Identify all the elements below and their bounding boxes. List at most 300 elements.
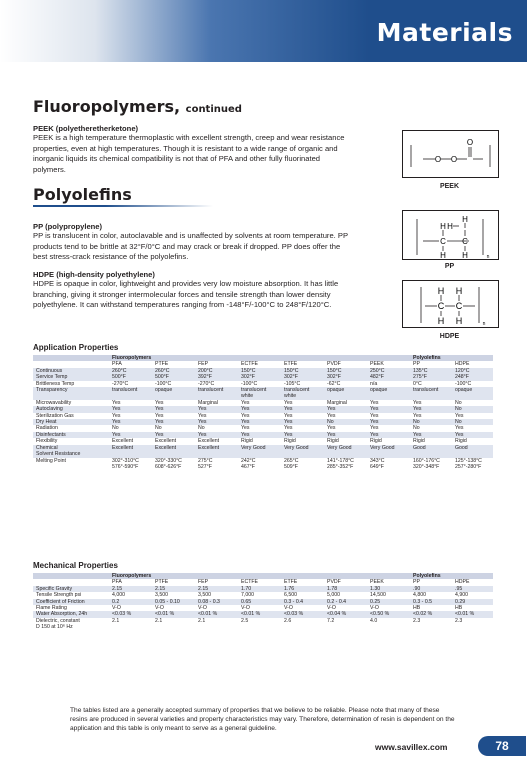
- cell-line: Yes: [241, 406, 250, 413]
- cell-line: 2.3: [455, 617, 463, 624]
- table-row: [33, 458, 493, 471]
- cell-line: 200°C: [198, 367, 213, 374]
- pp-line: products tend to be brittle at 32°F/0°C and may crack or break if dropped. PP does offer the: [33, 241, 341, 251]
- cell-line: Yes: [155, 419, 164, 426]
- cell-line: 120°C: [455, 367, 470, 374]
- row-label-line: Coefficient of Friction: [36, 598, 85, 605]
- table-cell: [196, 387, 239, 400]
- cell-line: V-O: [155, 605, 164, 612]
- cell-line: Yes: [155, 399, 164, 406]
- cell-line: .95: [455, 585, 463, 592]
- pp-carbon: C: [462, 237, 468, 246]
- table-row: [33, 368, 493, 381]
- table-cell: [411, 618, 453, 631]
- cell-line: Yes: [112, 419, 121, 426]
- hdpe-caption: HDPE: [439, 333, 460, 340]
- cell-line: Rigid: [241, 438, 253, 445]
- column-header: PTFE: [153, 579, 196, 585]
- column-header: PVDF: [325, 579, 368, 585]
- row-label-line: Radiation: [36, 425, 58, 432]
- cell-line: 2.15: [198, 585, 209, 592]
- cell-line: 320°-330°C: [155, 457, 182, 464]
- cell-line: .90: [413, 585, 421, 592]
- table-cell: [368, 387, 411, 400]
- cell-line: 2.3: [413, 617, 421, 624]
- hdpe-hydrogen: H: [437, 286, 445, 296]
- cell-line: Excellent: [198, 438, 220, 445]
- cell-line: Yes: [198, 406, 207, 413]
- cell-line: n/a: [370, 380, 378, 387]
- cell-line: 302°F: [241, 374, 255, 381]
- pp-repeat-n: n: [486, 254, 490, 259]
- cell-line: 257°-280°F: [455, 463, 482, 470]
- cell-line: <0.01 %: [455, 611, 475, 618]
- cell-line: Rigid: [327, 438, 339, 445]
- cell-line: V-O: [112, 605, 121, 612]
- peek-oxygen-3: O: [466, 138, 474, 147]
- website-url[interactable]: www.savillex.com: [375, 742, 448, 752]
- cell-line: 5,000: [327, 592, 340, 599]
- footer-line: The tables listed are a generally accepted summary of properties that we believe to be reliable. Please note that many of these: [70, 707, 440, 714]
- cell-line: 392°F: [198, 374, 212, 381]
- cell-line: translucent: [284, 387, 310, 394]
- cell-line: Yes: [327, 425, 336, 432]
- cell-line: translucent: [413, 387, 439, 394]
- cell-line: Yes: [284, 425, 293, 432]
- table-row: [33, 387, 493, 400]
- mechanical-properties-table: [33, 573, 493, 631]
- cell-line: 0.3 - 0.5: [413, 598, 433, 605]
- row-label-line: Water Absorption, 24h: [36, 611, 88, 618]
- table-cell: [453, 618, 493, 631]
- cell-line: No: [413, 425, 420, 432]
- cell-line: <0.01 %: [241, 611, 261, 618]
- cell-line: opaque: [370, 387, 388, 394]
- row-label-line: Sterilization Gas: [36, 412, 74, 419]
- cell-line: 0°C: [413, 380, 422, 387]
- pp-structure-svg: [403, 211, 498, 259]
- cell-line: -100°C: [455, 380, 472, 387]
- peek-oxygen-2: O: [450, 155, 458, 164]
- peek-line: polymers.: [33, 164, 66, 174]
- cell-line: 6,500: [284, 592, 297, 599]
- row-label-line: Chemical: [36, 444, 58, 451]
- cell-line: No: [455, 406, 462, 413]
- group-header-fluoropolymers: Fluoropolymers: [110, 355, 411, 361]
- cell-line: Yes: [112, 399, 121, 406]
- cell-line: 482°F: [370, 374, 384, 381]
- cell-line: Yes: [370, 399, 379, 406]
- cell-line: 150°C: [241, 367, 256, 374]
- row-label-line: Microwavability: [36, 399, 72, 406]
- cell-line: 150°C: [284, 367, 299, 374]
- cell-line: 320°-348°F: [413, 463, 440, 470]
- cell-line: V-O: [198, 605, 207, 612]
- cell-line: <0.02 %: [413, 611, 433, 618]
- cell-line: 509°F: [284, 463, 298, 470]
- cell-line: Very Good: [241, 444, 266, 451]
- cell-line: 0.3 - 0.4: [284, 598, 304, 605]
- table-cell: [411, 387, 453, 400]
- cell-line: -100°C: [241, 380, 258, 387]
- cell-line: Yes: [370, 406, 379, 413]
- table-cell: [411, 445, 453, 458]
- cell-line: 1.78: [327, 585, 338, 592]
- cell-line: V-O: [327, 605, 336, 612]
- row-label: [33, 458, 110, 471]
- cell-line: No: [413, 419, 420, 426]
- peek-line: PEEK is a high temperature thermoplastic with excellent strength, creep and wear resistance: [33, 133, 345, 142]
- cell-line: No: [155, 425, 162, 432]
- table-cell: [368, 368, 411, 381]
- cell-line: Yes: [455, 425, 464, 432]
- row-label-line: Solvent Resistance: [36, 451, 81, 458]
- column-header: FEP: [196, 579, 239, 585]
- cell-line: <0.03 %: [112, 611, 132, 618]
- table-cell: [239, 368, 282, 381]
- pp-hydrogen: H: [440, 251, 446, 259]
- cell-line: 7.2: [327, 617, 335, 624]
- table-row: [33, 618, 493, 631]
- cell-line: Yes: [284, 431, 293, 438]
- cell-line: V-O: [284, 605, 293, 612]
- row-label-line: Flexibility: [36, 438, 58, 445]
- application-properties-table: [33, 355, 493, 470]
- cell-line: 150°C: [327, 367, 342, 374]
- table-cell: [453, 387, 493, 400]
- pp-structure-diagram: [402, 210, 499, 260]
- group-header-polyolefins: Polyolefins: [411, 355, 493, 361]
- table-cell: [110, 445, 153, 458]
- pp-hydrogen: H: [462, 215, 468, 224]
- pp-carbon: C: [440, 237, 446, 246]
- pp-subheading: PP (polypropylene): [33, 222, 103, 231]
- cell-line: opaque: [455, 387, 473, 394]
- cell-line: opaque: [155, 387, 173, 394]
- cell-line: 1.30: [370, 585, 381, 592]
- table-cell: [196, 618, 239, 631]
- cell-line: 3,500: [198, 592, 211, 599]
- cell-line: Yes: [241, 412, 250, 419]
- cell-line: 7,000: [241, 592, 254, 599]
- cell-line: 14,500: [370, 592, 386, 599]
- row-label: [33, 445, 110, 458]
- cell-line: Rigid: [455, 438, 467, 445]
- cell-line: 275°F: [413, 374, 427, 381]
- row-label: [33, 368, 110, 381]
- peek-line: properties, even at high temperatures. Though it is resistant to a wide range of organic and: [33, 143, 338, 153]
- cell-line: 0.2: [112, 598, 120, 605]
- table-cell: [453, 368, 493, 381]
- table-cell: [153, 368, 196, 381]
- cell-line: 135°C: [413, 367, 428, 374]
- cell-line: 2.5: [241, 617, 249, 624]
- cell-line: Yes: [370, 412, 379, 419]
- row-label: [33, 387, 110, 400]
- cell-line: 0.25: [370, 598, 381, 605]
- footer-note: [70, 706, 510, 734]
- cell-line: 0.2 - 0.4: [327, 598, 347, 605]
- peek-structure-svg: [403, 131, 498, 177]
- cell-line: 302°-310°C: [112, 457, 139, 464]
- hdpe-line: branching, giving it stronger intermolecular forces and tensile strength than lower density: [33, 289, 331, 299]
- table-cell: [325, 458, 368, 471]
- cell-line: Rigid: [370, 438, 382, 445]
- cell-line: white: [241, 393, 254, 400]
- cell-line: 4,800: [413, 592, 426, 599]
- row-label-line: Disinfectants: [36, 431, 66, 438]
- hdpe-structure-svg: [403, 281, 498, 327]
- group-header-polyolefins: Polyolefins: [411, 573, 493, 579]
- table-cell: [282, 445, 325, 458]
- cell-line: HB: [455, 605, 463, 612]
- table-cell: [153, 445, 196, 458]
- pp-hydrogen: H: [447, 222, 453, 231]
- cell-line: No: [455, 419, 462, 426]
- cell-line: 141°-178°C: [327, 457, 354, 464]
- cell-line: Yes: [413, 412, 422, 419]
- cell-line: Yes: [241, 431, 250, 438]
- cell-line: translucent: [241, 387, 267, 394]
- table-cell: [239, 445, 282, 458]
- header-banner: [0, 0, 527, 62]
- cell-line: 467°F: [241, 463, 255, 470]
- cell-line: Excellent: [112, 438, 134, 445]
- peek-oxygen-1: O: [434, 155, 442, 164]
- pp-caption: PP: [444, 263, 455, 270]
- table-cell: [110, 618, 153, 631]
- cell-line: Yes: [370, 431, 379, 438]
- column-header: PP: [411, 361, 453, 367]
- cell-line: 260°C: [112, 367, 127, 374]
- cell-line: -105°C: [284, 380, 301, 387]
- hdpe-description: [33, 279, 398, 311]
- footer-line: resins are produced in several varieties and property characteristics may vary. Therefore, determination of resin is dependent on the: [70, 716, 455, 724]
- cell-line: Marginal: [198, 399, 218, 406]
- cell-line: V-O: [370, 605, 379, 612]
- table-cell: [239, 387, 282, 400]
- cell-line: 1.70: [241, 585, 252, 592]
- fluoropolymers-heading: [33, 97, 242, 116]
- cell-line: translucent: [198, 387, 224, 394]
- column-header: HDPE: [453, 361, 493, 367]
- cell-line: <0.03 %: [284, 611, 304, 618]
- cell-line: -270°C: [112, 380, 129, 387]
- cell-line: <0.04 %: [327, 611, 347, 618]
- hdpe-line: polyethylene. It can withstand temperatures ranging from -148°F/-100°C to 248°F/120°C.: [33, 300, 332, 309]
- table-cell: [282, 368, 325, 381]
- cell-line: 4.0: [370, 617, 378, 624]
- cell-line: 608°-626°F: [155, 463, 182, 470]
- cell-line: Excellent: [198, 444, 220, 451]
- cell-line: 0.08 - 0.3: [198, 598, 220, 605]
- cell-line: Yes: [112, 431, 121, 438]
- cell-line: Rigid: [413, 438, 425, 445]
- hdpe-hydrogen: H: [437, 316, 445, 326]
- cell-line: Yes: [241, 419, 250, 426]
- cell-line: Yes: [112, 412, 121, 419]
- cell-line: Yes: [327, 406, 336, 413]
- cell-line: 302°F: [284, 374, 298, 381]
- cell-line: No: [327, 419, 334, 426]
- table-cell: [239, 618, 282, 631]
- cell-line: translucent: [112, 387, 138, 394]
- hdpe-structure-diagram: [402, 280, 499, 328]
- cell-line: Yes: [455, 412, 464, 419]
- peek-description: [33, 133, 398, 175]
- cell-line: No: [198, 425, 205, 432]
- column-header: ETFE: [282, 579, 325, 585]
- cell-line: Yes: [155, 431, 164, 438]
- row-label-line: Brittleness Temp: [36, 380, 75, 387]
- cell-line: Good: [413, 444, 426, 451]
- cell-line: Rigid: [284, 438, 296, 445]
- cell-line: Yes: [284, 412, 293, 419]
- cell-line: 2.1: [198, 617, 206, 624]
- column-header: PEEK: [368, 361, 411, 367]
- table-cell: [411, 368, 453, 381]
- table-cell: [110, 368, 153, 381]
- table-cell: [325, 618, 368, 631]
- cell-line: 265°C: [284, 457, 299, 464]
- cell-line: 2.6: [284, 617, 292, 624]
- table-cell: [196, 458, 239, 471]
- row-label-line: Transparency: [36, 387, 68, 394]
- cell-line: Yes: [455, 431, 464, 438]
- table-cell: [453, 458, 493, 471]
- peek-subheading: PEEK (polyetheretherketone): [33, 124, 139, 133]
- cell-line: Yes: [198, 419, 207, 426]
- cell-line: Excellent: [155, 438, 177, 445]
- page-number: 78: [478, 736, 526, 756]
- cell-line: Yes: [370, 419, 379, 426]
- column-header: PVDF: [325, 361, 368, 367]
- cell-line: Yes: [370, 425, 379, 432]
- cell-line: Yes: [155, 406, 164, 413]
- cell-line: 649°F: [370, 463, 384, 470]
- column-header: PFA: [110, 579, 153, 585]
- cell-line: <0.50 %: [370, 611, 390, 618]
- cell-line: white: [284, 393, 297, 400]
- cell-line: 2.15: [112, 585, 123, 592]
- cell-line: -270°C: [198, 380, 215, 387]
- row-label-line: Melting Point: [36, 457, 66, 464]
- table-cell: [110, 387, 153, 400]
- column-header: HDPE: [453, 579, 493, 585]
- cell-line: HB: [413, 605, 421, 612]
- cell-line: 275°C: [198, 457, 213, 464]
- cell-line: 2.15: [155, 585, 166, 592]
- cell-line: 4,000: [112, 592, 125, 599]
- mechanical-properties-title: Mechanical Properties: [33, 561, 118, 570]
- cell-line: Yes: [327, 412, 336, 419]
- cell-line: Yes: [155, 412, 164, 419]
- hdpe-subheading: HDPE (high-density polyethylene): [33, 270, 155, 279]
- cell-line: Very Good: [284, 444, 309, 451]
- hdpe-hydrogen: H: [455, 316, 463, 326]
- cell-line: 285°-352°F: [327, 463, 354, 470]
- group-header-fluoropolymers: Fluoropolymers: [110, 573, 411, 579]
- table-cell: [282, 387, 325, 400]
- column-header: PTFE: [153, 361, 196, 367]
- cell-line: <0.01 %: [155, 611, 175, 618]
- cell-line: 1.76: [284, 585, 295, 592]
- cell-line: Yes: [198, 431, 207, 438]
- cell-line: 160°-176°C: [413, 457, 440, 464]
- hdpe-carbon: C: [437, 301, 445, 311]
- cell-line: Very Good: [370, 444, 395, 451]
- cell-line: 500°F: [155, 374, 169, 381]
- column-header: ECTFE: [239, 361, 282, 367]
- application-properties-title: Application Properties: [33, 343, 119, 352]
- cell-line: 260°C: [155, 367, 170, 374]
- cell-line: 4,900: [455, 592, 468, 599]
- cell-line: 0.29: [455, 598, 466, 605]
- cell-line: 2.1: [155, 617, 163, 624]
- cell-line: 0.65: [241, 598, 252, 605]
- table-cell: [368, 618, 411, 631]
- cell-line: 125°-138°C: [455, 457, 482, 464]
- hdpe-carbon: C: [455, 301, 463, 311]
- page-title: Materials: [376, 18, 513, 47]
- cell-line: -62°C: [327, 380, 341, 387]
- cell-line: Yes: [413, 431, 422, 438]
- row-label-line: Autoclaving: [36, 406, 63, 413]
- row-label-line: Service Temp: [36, 374, 68, 381]
- polyolefins-heading: Polyolefins: [33, 185, 132, 204]
- row-label-line: D 150 at 10⁶ Hz: [36, 624, 73, 631]
- cell-line: 3,500: [155, 592, 168, 599]
- cell-line: Yes: [198, 412, 207, 419]
- cell-line: Good: [455, 444, 468, 451]
- cell-line: Yes: [413, 406, 422, 413]
- table-cell: [282, 458, 325, 471]
- polyolefins-rule: [33, 205, 213, 207]
- cell-line: Yes: [241, 425, 250, 432]
- row-label-line: Dry Heat: [36, 419, 57, 426]
- table-cell: [368, 458, 411, 471]
- table-cell: [325, 368, 368, 381]
- pp-description: [33, 231, 398, 263]
- pp-line: best stress-crack resistance of the polyolefins.: [33, 252, 189, 261]
- cell-line: 302°F: [327, 374, 341, 381]
- cell-line: Yes: [284, 399, 293, 406]
- cell-line: Yes: [241, 399, 250, 406]
- pp-hydrogen: H: [462, 251, 468, 259]
- cell-line: 343°C: [370, 457, 385, 464]
- cell-line: Yes: [327, 431, 336, 438]
- cell-line: Excellent: [155, 444, 177, 451]
- table-cell: [325, 445, 368, 458]
- column-header: PFA: [110, 361, 153, 367]
- row-label-line: Tensile Strength psi: [36, 592, 82, 599]
- row-label: [33, 618, 110, 631]
- cell-line: Yes: [413, 399, 422, 406]
- peek-line: inorganic liquids its chemical compatibility is not that of PFA and other fully fluorinated: [33, 154, 321, 163]
- hdpe-hydrogen: H: [455, 286, 463, 296]
- cell-line: 500°F: [112, 374, 126, 381]
- cell-line: 248°F: [455, 374, 469, 381]
- cell-line: Yes: [112, 406, 121, 413]
- column-header: PP: [411, 579, 453, 585]
- table-cell: [453, 445, 493, 458]
- column-header: FEP: [196, 361, 239, 367]
- cell-line: 2.1: [112, 617, 120, 624]
- peek-structure-diagram: [402, 130, 499, 178]
- cell-line: opaque: [327, 387, 345, 394]
- cell-line: Very Good: [327, 444, 352, 451]
- table-cell: [239, 458, 282, 471]
